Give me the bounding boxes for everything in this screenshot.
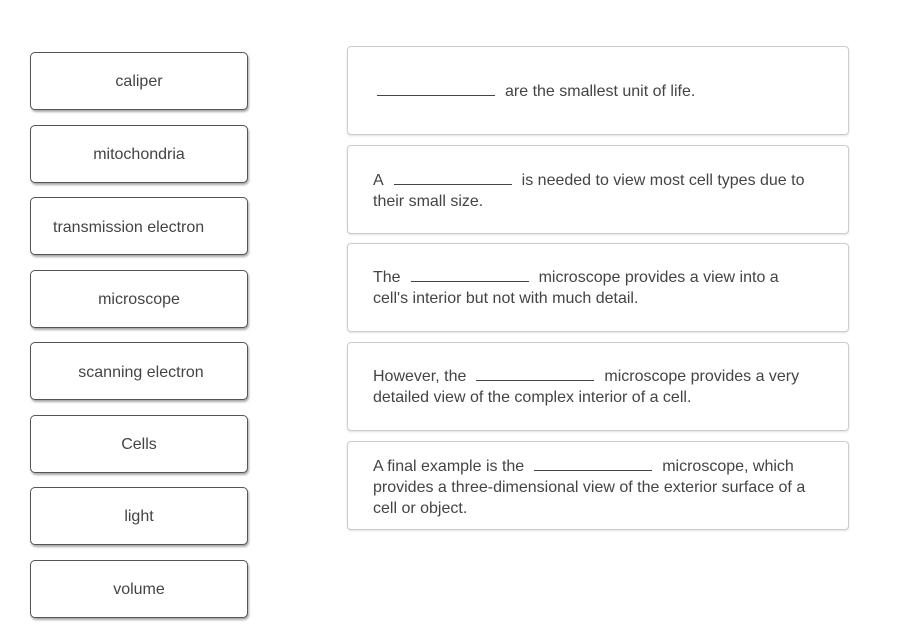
question-text-after: microscope provides a view into a cell's interior but not with much detail. xyxy=(373,269,779,307)
question-text-before: A xyxy=(373,172,384,189)
word-chip-label: scanning electron xyxy=(78,364,204,381)
word-chip-mitochondria[interactable] xyxy=(30,125,248,183)
question-text xyxy=(373,366,818,408)
answer-drop-zone-5[interactable] xyxy=(534,456,652,471)
word-chip-microscope[interactable] xyxy=(30,270,248,328)
question-box-5 xyxy=(347,441,849,530)
answer-drop-zone-3[interactable] xyxy=(411,267,529,282)
word-chip-caliper[interactable] xyxy=(30,52,248,110)
word-chip-label: microscope xyxy=(98,291,180,308)
answer-drop-zone-1[interactable] xyxy=(377,81,495,96)
question-text xyxy=(373,170,818,212)
question-text-after: microscope provides a very detailed view of the complex interior of a cell. xyxy=(373,368,800,406)
question-text-before: However, the xyxy=(373,368,467,385)
word-chip-light[interactable] xyxy=(30,487,248,545)
question-box-2 xyxy=(347,145,849,234)
word-chip-label: light xyxy=(124,508,154,525)
question-box-4 xyxy=(347,342,849,431)
question-text xyxy=(373,267,818,309)
question-text xyxy=(377,81,818,102)
word-chip-label: caliper xyxy=(115,73,163,90)
word-chip-scanning-electron[interactable] xyxy=(30,342,248,400)
question-text xyxy=(373,456,822,519)
answer-drop-zone-4[interactable] xyxy=(476,366,594,381)
answer-drop-zone-2[interactable] xyxy=(394,170,512,185)
word-chip-label: mitochondria xyxy=(93,146,185,163)
word-chip-cells[interactable] xyxy=(30,415,248,473)
word-chip-label: transmission electron xyxy=(53,219,205,236)
question-text-before: The xyxy=(373,269,401,286)
question-text-after: microscope, which provides a three-dimensional view of the exterior surface of a cell or object. xyxy=(373,458,806,517)
word-chip-transmission-electron[interactable] xyxy=(30,197,248,255)
word-chip-label: Cells xyxy=(121,436,157,453)
word-chip-volume[interactable] xyxy=(30,560,248,618)
question-text-after: are the smallest unit of life. xyxy=(505,83,696,100)
question-text-before: A final example is the xyxy=(373,458,525,475)
question-text-after: is needed to view most cell types due to their small size. xyxy=(373,172,805,210)
question-box-3 xyxy=(347,243,849,332)
word-chip-label: volume xyxy=(113,581,165,598)
question-box-1 xyxy=(347,46,849,135)
